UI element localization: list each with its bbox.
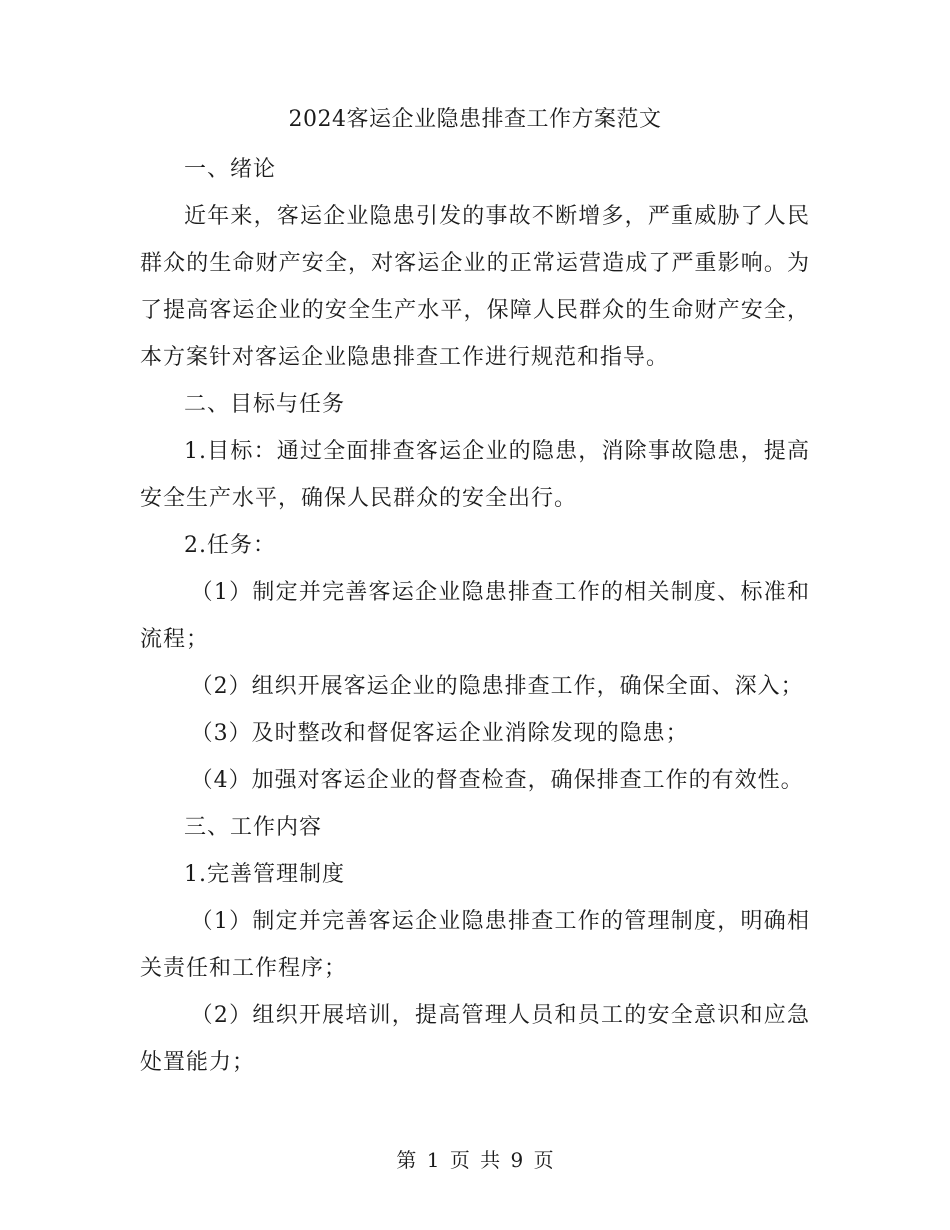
- list-item: （2）组织开展培训，提高管理人员和员工的安全意识和应急处置能力；: [140, 1003, 810, 1075]
- list-item: （3）及时整改和督促客运企业消除发现的隐患；: [190, 721, 689, 746]
- document-title: 2024客运企业隐患排查工作方案范文: [288, 107, 662, 132]
- section-heading: 三、工作内容: [184, 815, 323, 840]
- body-paragraph: 2.任务：: [184, 533, 276, 558]
- document-body: [140, 146, 810, 1086]
- list-item: （1）制定并完善客运企业隐患排查工作的相关制度、标准和流程；: [140, 580, 810, 652]
- section-heading: 二、目标与任务: [184, 392, 346, 417]
- list-item: （1）制定并完善客运企业隐患排查工作的管理制度，明确相关责任和工作程序；: [140, 909, 810, 981]
- list-item: （4）加强对客运企业的督查检查，确保排查工作的有效性。: [190, 768, 804, 793]
- body-paragraph: 1.目标：通过全面排查客运企业的隐患，消除事故隐患，提高安全生产水平，确保人民群众的安全出行。: [140, 439, 810, 511]
- list-item: （2）组织开展客运企业的隐患排查工作，确保全面、深入；: [190, 674, 804, 699]
- section-heading: 一、绪论: [184, 157, 277, 182]
- body-paragraph: 1.完善管理制度: [184, 862, 345, 887]
- body-paragraph: 近年来，客运企业隐患引发的事故不断增多，严重威胁了人民群众的生命财产安全，对客运企业的正常运营造成了严重影响。为了提高客运企业的安全生产水平，保障人民群众的生命财产安全，本方案针对客运企业隐患排查工作进行规范和指导。: [140, 204, 810, 370]
- page-footer: 第 1 页 共 9 页: [396, 1148, 554, 1172]
